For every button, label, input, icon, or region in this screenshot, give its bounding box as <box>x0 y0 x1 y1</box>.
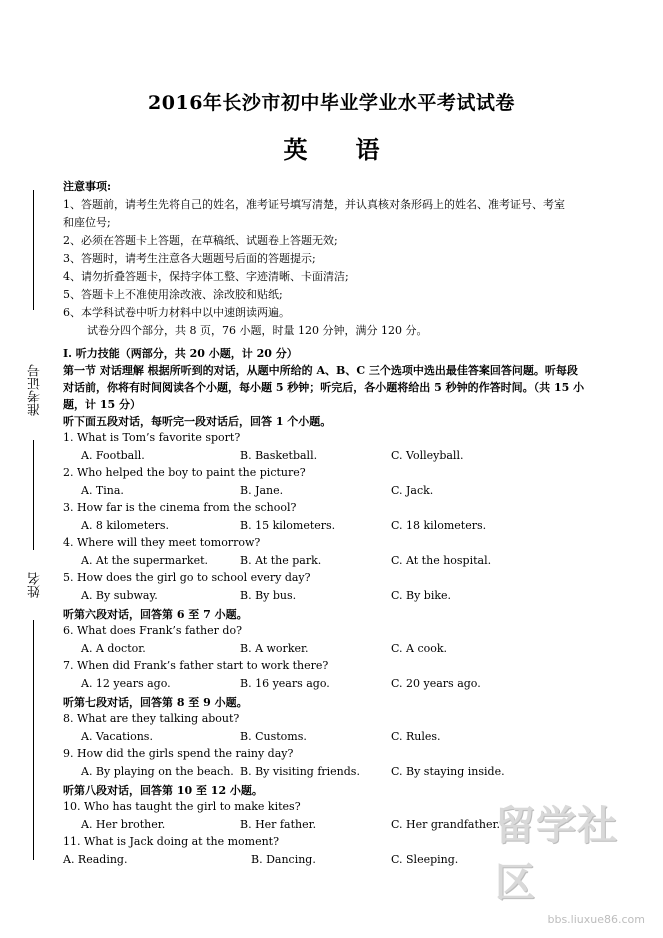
option-c: C. Rules. <box>391 730 441 743</box>
option-a: A. Vacations. <box>81 730 153 743</box>
note-item: 5、答题卡上不准使用涂改液、涂改胶和贴纸; <box>63 288 283 301</box>
watermark-url: bbs.liuxue86.com <box>547 913 645 926</box>
note-item: 和座位号; <box>63 216 111 229</box>
option-b: B. 16 years ago. <box>240 677 330 690</box>
option-a: A. Football. <box>81 449 145 462</box>
question-text: 7. When did Frank’s father start to work there? <box>63 659 329 672</box>
question-text: 2. Who helped the boy to paint the picture? <box>63 466 306 479</box>
question-text: 1. What is Tom’s favorite sport? <box>63 431 241 444</box>
option-b: B. 15 kilometers. <box>240 519 336 532</box>
option-b: B. Dancing. <box>251 853 316 866</box>
option-a: A. At the supermarket. <box>81 554 208 567</box>
group-label: 听第六段对话，回答第 6 至 7 小题。 <box>63 608 248 621</box>
note-item: 6、本学科试卷中听力材料中以中速朗读两遍。 <box>63 306 290 319</box>
group-label: 听第八段对话，回答第 10 至 12 小题。 <box>63 784 263 797</box>
question-text: 11. What is Jack doing at the moment? <box>63 835 279 848</box>
exam-notes <box>63 178 623 340</box>
binding-line-bottom <box>33 620 34 860</box>
option-b: B. At the park. <box>240 554 322 567</box>
option-b: B. By bus. <box>240 589 297 602</box>
option-c: C. Her grandfather. <box>391 818 501 831</box>
option-c: C. A cook. <box>391 642 448 655</box>
question-text: 6. What does Frank’s father do? <box>63 624 242 637</box>
section-intro-line: 第一节 对话理解 根据所听到的对话，从题中所给的 A、B、C 三个选项中选出最佳答案回答问题。听每段 <box>63 364 578 377</box>
note-item: 试卷分四个部分，共 8 页，76 小题，时量 120 分钟，满分 120 分。 <box>87 324 428 337</box>
option-c: C. By bike. <box>391 589 452 602</box>
note-item: 2、必须在答题卡上答题，在草稿纸、试题卷上答题无效; <box>63 234 338 247</box>
section-heading: I. 听力技能（两部分，共 20 小题，计 20 分） <box>63 347 298 360</box>
binding-line-top <box>33 190 34 310</box>
binding-line-middle <box>33 440 34 550</box>
question-text: 3. How far is the cinema from the school? <box>63 501 297 514</box>
name-label: 姓名 <box>28 572 43 598</box>
option-a: A. 12 years ago. <box>81 677 171 690</box>
notes-heading: 注意事项: <box>63 180 112 193</box>
option-b: B. Jane. <box>240 484 284 497</box>
option-c: C. Sleeping. <box>391 853 459 866</box>
candidate-number-label: 准考证号 <box>28 364 43 416</box>
question-text: 4. Where will they meet tomorrow? <box>63 536 261 549</box>
group-label: 听下面五段对话，每听完一段对话后，回答 1 个小题。 <box>63 415 332 428</box>
note-item: 4、请勿折叠答题卡，保持字体工整、字迹清晰、卡面清洁; <box>63 270 349 283</box>
question-text: 10. Who has taught the girl to make kites? <box>63 800 301 813</box>
subject-char-1: 英 <box>283 135 308 164</box>
option-c: C. At the hospital. <box>391 554 492 567</box>
subject-char-2: 语 <box>355 135 380 164</box>
section-intro-line: 对话前，你将有时间阅读各个小题，每小题 5 秒钟；听完后，各小题将给出 5 秒钟的作答时间。（共 15 小 <box>63 381 585 394</box>
question-text: 9. How did the girls spend the rainy day? <box>63 747 294 760</box>
option-a: A. 8 kilometers. <box>81 519 170 532</box>
option-c: C. 20 years ago. <box>391 677 481 690</box>
question-text: 8. What are they talking about? <box>63 712 240 725</box>
option-a: A. A doctor. <box>81 642 146 655</box>
option-c: C. Jack. <box>391 484 434 497</box>
option-b: B. Customs. <box>240 730 307 743</box>
option-b: B. Basketball. <box>240 449 318 462</box>
exam-title: 2016年长沙市初中毕业学业水平考试试卷 <box>148 92 515 114</box>
note-item: 1、答题前，请考生先将自己的姓名，准考证号填写清楚，并认真核对条形码上的姓名、准考证号、考室 <box>63 198 565 211</box>
option-b: B. A worker. <box>240 642 309 655</box>
site-watermark <box>495 803 655 930</box>
option-a: A. By playing on the beach. <box>81 765 234 778</box>
option-a: A. Tina. <box>81 484 124 497</box>
group-label: 听第七段对话，回答第 8 至 9 小题。 <box>63 696 248 709</box>
option-b: B. By visiting friends. <box>240 765 360 778</box>
option-a: A. Her brother. <box>81 818 166 831</box>
option-c: C. By staying inside. <box>391 765 505 778</box>
section-intro-line: 题，计 15 分） <box>63 398 141 411</box>
option-a: A. By subway. <box>81 589 158 602</box>
option-b: B. Her father. <box>240 818 317 831</box>
watermark-brand: 留学社区 <box>495 803 618 906</box>
note-item: 3、答题时，请考生注意各大题题号后面的答题提示; <box>63 252 316 265</box>
option-c: C. 18 kilometers. <box>391 519 487 532</box>
option-a: A. Reading. <box>63 853 128 866</box>
subject-title <box>0 130 663 165</box>
question-text: 5. How does the girl go to school every day? <box>63 571 311 584</box>
option-c: C. Volleyball. <box>391 449 464 462</box>
